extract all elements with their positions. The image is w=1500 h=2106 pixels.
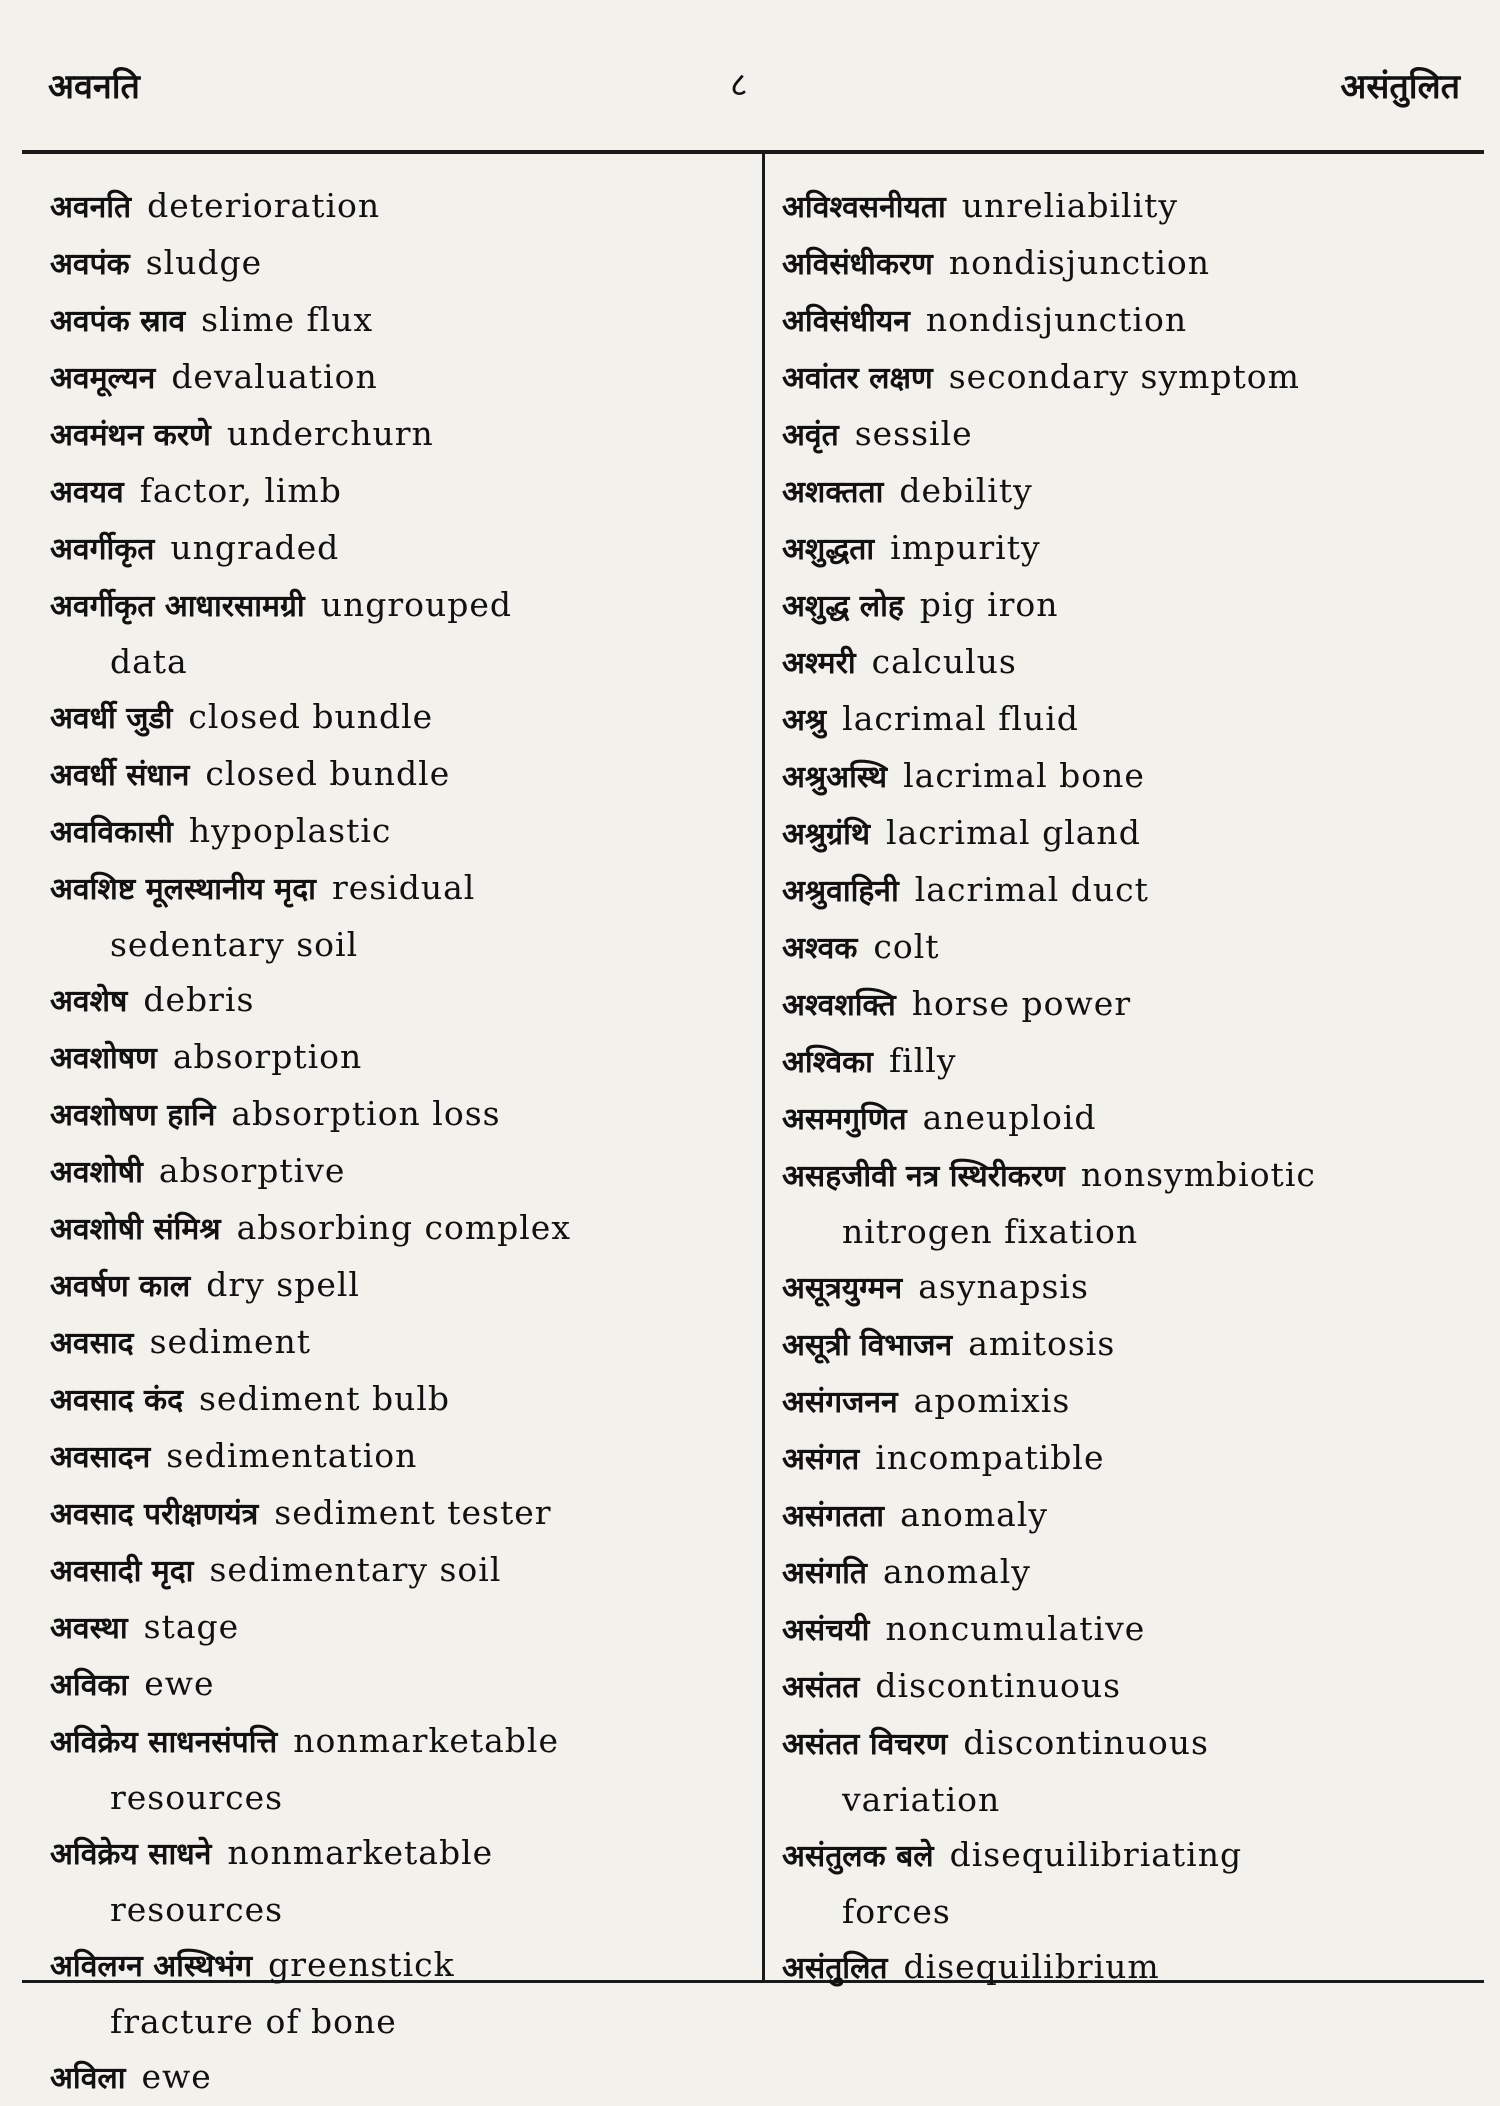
entry-translation: sludge: [145, 243, 263, 282]
entry-translation: lacrimal gland: [886, 813, 1141, 852]
dictionary-entry: [50, 1937, 750, 2049]
entry-headword: अवसाद कंद: [50, 1383, 183, 1418]
entry-translation: nonmarketable: [293, 1721, 560, 1760]
entry-headword: अशुद्धता: [782, 532, 875, 567]
entry-headword: असंगतता: [782, 1499, 885, 1534]
entry-headword: अवशिष्ट मूलस्थानीय मृदा: [50, 872, 316, 907]
entry-headword: अवर्गीकृत: [50, 532, 155, 567]
entry-translation: nondisjunction: [925, 300, 1188, 339]
dictionary-entry: [50, 1086, 750, 1143]
entry-translation: lacrimal bone: [903, 756, 1145, 795]
entry-headword: असंगति: [782, 1556, 867, 1591]
entry-translation: amitosis: [968, 1324, 1116, 1363]
entry-translation: calculus: [871, 642, 1017, 681]
entry-headword: असंगत: [782, 1442, 860, 1477]
entry-translation: noncumulative: [885, 1609, 1146, 1648]
entry-translation: dry spell: [206, 1265, 360, 1304]
entry-headword: अवशोषी: [50, 1155, 143, 1190]
entry-headword: अवमूल्यन: [50, 361, 156, 396]
entry-translation: closed bundle: [205, 754, 451, 793]
dictionary-entry: [50, 463, 750, 520]
entry-headword: अश्रुग्रंथि: [782, 817, 871, 852]
entry-translation: sediment bulb: [199, 1379, 451, 1418]
entry-translation: pig iron: [919, 585, 1059, 624]
dictionary-entry: [782, 463, 1482, 520]
dictionary-entry: [50, 972, 750, 1029]
entry-translation: secondary symptom: [948, 357, 1300, 396]
dictionary-entry: [50, 1257, 750, 1314]
dictionary-entry: [50, 689, 750, 746]
dictionary-entry: [50, 235, 750, 292]
entry-headword: असंतत: [782, 1670, 860, 1705]
entry-translation: discontinuous: [963, 1723, 1209, 1762]
entry-headword: असूत्रयुग्मन: [782, 1271, 903, 1306]
dictionary-entry: [782, 235, 1482, 292]
dictionary-entry: [782, 1430, 1482, 1487]
entry-headword: असंतत विचरण: [782, 1727, 948, 1762]
entry-translation-continued: nitrogen fixation: [842, 1212, 1139, 1251]
dictionary-entry: [50, 1485, 750, 1542]
dictionary-entry: [782, 691, 1482, 748]
right-guide-word: असंतुलित: [1340, 67, 1460, 107]
entry-headword: अवर्गीकृत आधारसामग्री: [50, 589, 305, 624]
entry-translation: absorptive: [158, 1151, 346, 1190]
entry-translation: anomaly: [882, 1552, 1031, 1591]
dictionary-entry: [50, 746, 750, 803]
left-guide-word: अवनति: [48, 67, 140, 107]
entry-headword: असंतुलक बले: [782, 1839, 934, 1874]
dictionary-entry: [50, 2049, 750, 2106]
entry-headword: असंचयी: [782, 1613, 870, 1648]
dictionary-entry: [50, 520, 750, 577]
dictionary-entry: [782, 748, 1482, 805]
dictionary-entry: [782, 1147, 1482, 1259]
entry-headword: अविसंधीयन: [782, 304, 910, 339]
entry-translation: absorption loss: [231, 1094, 501, 1133]
entry-translation: ungrouped: [320, 585, 512, 624]
dictionary-entry: [782, 1601, 1482, 1658]
entry-translation: hypoplastic: [188, 811, 392, 850]
entry-headword: अवसाद परीक्षणयंत्र: [50, 1497, 259, 1532]
entry-headword: अविका: [50, 1668, 129, 1703]
dictionary-entry: [50, 803, 750, 860]
entry-headword: अवसाद: [50, 1326, 134, 1361]
entry-translation: sedimentary soil: [209, 1550, 502, 1589]
entry-translation: disequilibrium: [903, 1947, 1160, 1986]
entry-translation: absorption: [172, 1037, 363, 1076]
dictionary-entry: [50, 1029, 750, 1086]
dictionary-entry: [782, 805, 1482, 862]
entry-translation: absorbing complex: [236, 1208, 571, 1247]
dictionary-entry: [782, 1827, 1482, 1939]
entry-headword: अश्विका: [782, 1045, 873, 1080]
page-number: ८: [730, 65, 748, 105]
entry-translation: closed bundle: [188, 697, 434, 736]
entry-translation: sediment tester: [274, 1493, 552, 1532]
dictionary-entry: [50, 1428, 750, 1485]
top-rule: [22, 150, 1484, 154]
entry-headword: अवशेष: [50, 984, 128, 1019]
entry-headword: अवर्धी संधान: [50, 758, 190, 793]
entry-translation: nonsymbiotic: [1080, 1155, 1316, 1194]
entry-headword: अविक्रेय साधने: [50, 1837, 212, 1872]
dictionary-entry: [50, 292, 750, 349]
entry-translation-continued: resources: [110, 1778, 284, 1817]
entry-translation: asynapsis: [918, 1267, 1089, 1306]
entry-headword: असहजीवी नत्र स्थिरीकरण: [782, 1159, 1065, 1194]
entry-headword: अवृंत: [782, 418, 839, 453]
left-column: [50, 178, 750, 2106]
dictionary-entry: [782, 577, 1482, 634]
dictionary-entry: [782, 1090, 1482, 1147]
entry-headword: अवयव: [50, 475, 124, 510]
entry-headword: अविलग्न अस्थिभंग: [50, 1949, 253, 1984]
dictionary-entry: [782, 976, 1482, 1033]
dictionary-entry: [50, 1314, 750, 1371]
entry-translation: lacrimal duct: [914, 870, 1149, 909]
dictionary-entry: [782, 1658, 1482, 1715]
entry-headword: अश्रुअस्थि: [782, 760, 888, 795]
entry-translation: sedimentation: [166, 1436, 418, 1475]
dictionary-entry: [50, 860, 750, 972]
entry-translation: unreliability: [961, 186, 1179, 225]
entry-headword: अवविकासी: [50, 815, 173, 850]
entry-translation-continued: data: [110, 642, 188, 681]
entry-translation: residual: [331, 868, 476, 907]
entry-headword: अवशोषी संमिश्र: [50, 1212, 221, 1247]
entry-translation: sessile: [854, 414, 973, 453]
entry-translation: aneuploid: [922, 1098, 1097, 1137]
dictionary-entry: [782, 349, 1482, 406]
dictionary-entry: [782, 178, 1482, 235]
dictionary-entry: [782, 1715, 1482, 1827]
dictionary-entry: [782, 862, 1482, 919]
right-column: [782, 178, 1482, 1996]
entry-headword: अश्वशक्ति: [782, 988, 896, 1023]
entry-headword: असंतुलित: [782, 1951, 888, 1986]
dictionary-entry: [50, 577, 750, 689]
entry-translation: underchurn: [226, 414, 434, 453]
entry-translation: ungraded: [170, 528, 340, 567]
entry-headword: अश्रुवाहिनी: [782, 874, 899, 909]
dictionary-entry: [782, 634, 1482, 691]
entry-headword: अवशोषण हानि: [50, 1098, 216, 1133]
entry-translation: stage: [143, 1607, 240, 1646]
entry-headword: अशुद्ध लोह: [782, 589, 904, 624]
entry-headword: अवांतर लक्षण: [782, 361, 933, 396]
dictionary-entry: [50, 1200, 750, 1257]
entry-translation: horse power: [911, 984, 1132, 1023]
entry-headword: अवमंथन करणे: [50, 418, 211, 453]
dictionary-entry: [782, 1939, 1482, 1996]
entry-headword: अविश्वसनीयता: [782, 190, 946, 225]
entry-headword: अश्वक: [782, 931, 858, 966]
entry-headword: अवपंक स्राव: [50, 304, 186, 339]
entry-translation: factor, limb: [139, 471, 342, 510]
dictionary-entry: [782, 919, 1482, 976]
dictionary-entry: [50, 1599, 750, 1656]
entry-translation-continued: variation: [842, 1780, 1001, 1819]
entry-translation: nonmarketable: [227, 1833, 494, 1872]
entry-headword: अवशोषण: [50, 1041, 157, 1076]
dictionary-entry: [782, 1373, 1482, 1430]
entry-translation: ewe: [141, 2057, 212, 2096]
dictionary-entry: [782, 1259, 1482, 1316]
dictionary-entry: [50, 1143, 750, 1200]
entry-headword: असंगजनन: [782, 1385, 898, 1420]
entry-translation: ewe: [144, 1664, 215, 1703]
entry-headword: अविला: [50, 2061, 126, 2096]
entry-translation: discontinuous: [875, 1666, 1122, 1705]
entry-headword: अवर्षण काल: [50, 1269, 191, 1304]
entry-translation: sediment: [149, 1322, 312, 1361]
entry-translation: deterioration: [147, 186, 381, 225]
dictionary-entry: [50, 406, 750, 463]
entry-translation: nondisjunction: [948, 243, 1211, 282]
entry-translation-continued: sedentary soil: [110, 925, 359, 964]
entry-translation: slime flux: [201, 300, 374, 339]
entry-headword: असूत्री विभाजन: [782, 1328, 953, 1363]
entry-translation: debris: [143, 980, 255, 1019]
entry-headword: अविसंधीकरण: [782, 247, 933, 282]
dictionary-entry: [50, 178, 750, 235]
dictionary-entry: [50, 1542, 750, 1599]
dictionary-entry: [50, 1825, 750, 1937]
dictionary-entry: [782, 292, 1482, 349]
entry-translation-continued: fracture of bone: [110, 2002, 397, 2041]
dictionary-entry: [782, 1316, 1482, 1373]
entry-translation: disequilibriating: [949, 1835, 1243, 1874]
entry-headword: अविक्रेय साधनसंपत्ति: [50, 1725, 278, 1760]
dictionary-entry: [50, 1656, 750, 1713]
entry-headword: असमगुणित: [782, 1102, 907, 1137]
entry-translation: lacrimal fluid: [842, 699, 1079, 738]
entry-translation-continued: resources: [110, 1890, 284, 1929]
entry-translation: impurity: [890, 528, 1041, 567]
entry-headword: अवसादी मृदा: [50, 1554, 194, 1589]
entry-headword: अवसादन: [50, 1440, 151, 1475]
entry-translation-continued: forces: [842, 1892, 951, 1931]
entry-translation: incompatible: [875, 1438, 1105, 1477]
entry-headword: अवनति: [50, 190, 132, 225]
dictionary-entry: [782, 1544, 1482, 1601]
entry-translation: devaluation: [171, 357, 378, 396]
column-divider: [762, 150, 765, 1980]
page-header: [0, 0, 1500, 150]
entry-headword: अश्रु: [782, 703, 827, 738]
entry-headword: अवर्धी जुडी: [50, 701, 173, 736]
entry-translation: filly: [888, 1041, 957, 1080]
dictionary-entry: [782, 1033, 1482, 1090]
dictionary-entry: [50, 1713, 750, 1825]
dictionary-entry: [50, 349, 750, 406]
entry-translation: apomixis: [913, 1381, 1071, 1420]
entry-translation: debility: [899, 471, 1033, 510]
entry-translation: greenstick: [268, 1945, 455, 1984]
dictionary-entry: [782, 1487, 1482, 1544]
dictionary-entry: [782, 406, 1482, 463]
entry-headword: अश्मरी: [782, 646, 856, 681]
entry-headword: अशक्तता: [782, 475, 884, 510]
dictionary-entry: [782, 520, 1482, 577]
entry-translation: anomaly: [900, 1495, 1049, 1534]
entry-headword: अवस्था: [50, 1611, 128, 1646]
entry-translation: colt: [873, 927, 940, 966]
entry-headword: अवपंक: [50, 247, 130, 282]
dictionary-entry: [50, 1371, 750, 1428]
